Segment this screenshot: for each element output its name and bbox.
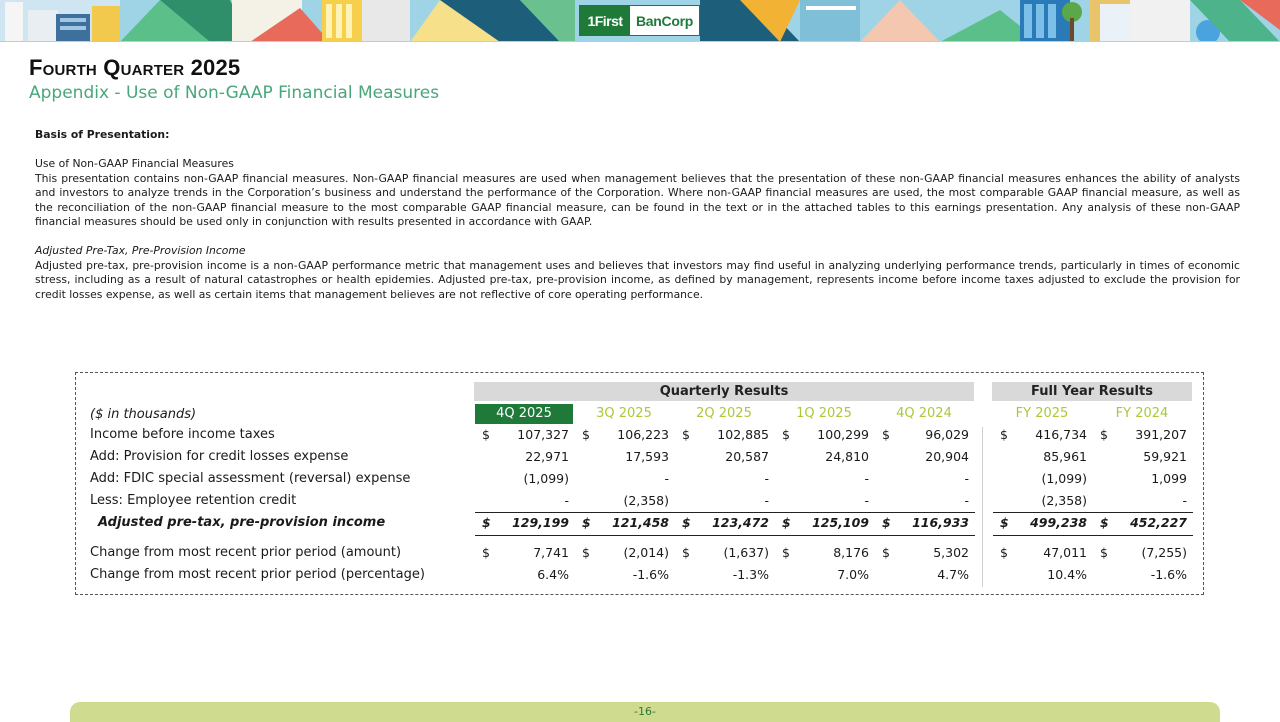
company-logo [579, 5, 700, 36]
table-cell: 20,904 [925, 449, 969, 464]
table-cell: (2,014) [623, 545, 669, 560]
table-cell: - [564, 493, 569, 508]
quarterly-results-header: Quarterly Results [474, 382, 974, 401]
table-cell: - [764, 493, 769, 508]
currency-symbol: $ [682, 515, 691, 530]
table-cell: (1,637) [723, 545, 769, 560]
row-label: Adjusted pre-tax, pre-provision income [98, 515, 386, 530]
table-cell: -1.3% [732, 567, 769, 582]
table-cell: -1.6% [1150, 567, 1187, 582]
currency-symbol: $ [782, 515, 791, 530]
table-cell: 47,011 [1043, 545, 1087, 560]
section-title-non-gaap: Use of Non-GAAP Financial Measures [35, 157, 234, 170]
table-cell: 416,734 [1035, 427, 1087, 442]
banner-divider [0, 41, 1280, 42]
header-banner [0, 0, 1280, 42]
row-label: Change from most recent prior period (percentage) [90, 567, 425, 582]
page-subtitle: Appendix - Use of Non-GAAP Financial Measures [29, 83, 440, 103]
units-label: ($ in thousands) [90, 407, 197, 422]
table-cell: 116,933 [912, 515, 969, 530]
table-cell: - [1182, 493, 1187, 508]
table-cell: 102,885 [717, 427, 769, 442]
currency-symbol: $ [882, 545, 890, 560]
table-cell: (7,255) [1141, 545, 1187, 560]
table-cell: 129,199 [512, 515, 569, 530]
currency-symbol: $ [482, 427, 490, 442]
full-year-results-header: Full Year Results [992, 382, 1192, 401]
currency-symbol: $ [782, 427, 790, 442]
row-label: Add: Provision for credit losses expense [90, 449, 349, 464]
section-title-pretax: Adjusted Pre-Tax, Pre-Provision Income [35, 244, 246, 257]
currency-symbol: $ [582, 515, 591, 530]
table-cell: 59,921 [1143, 449, 1187, 464]
footer-bar [70, 702, 1220, 722]
table-cell: 6.4% [537, 567, 569, 582]
table-cell: 100,299 [817, 427, 869, 442]
table-cell: - [664, 471, 669, 486]
table-cell: 121,458 [612, 515, 669, 530]
table-cell: 499,238 [1030, 515, 1087, 530]
section-text-pretax: Adjusted pre-tax, pre-provision income is a non-GAAP performance metric that management uses and believes that investors may find useful in analyzing underlying performance trends, particularly in times of economic stress, including as a result of natural catastrophes or health epidemies. Adjusted pre-tax, pre-provision income, as defined by management, represents income before income taxes adjusted to exclude the provision for credit losses expense, as well as certain items that management believes are not reflective of core operating performance. [35, 258, 1240, 301]
table-cell: 391,207 [1135, 427, 1187, 442]
row-label: Add: FDIC special assessment (reversal) expense [90, 471, 411, 486]
table-cell: (2,358) [1041, 493, 1087, 508]
row-label: Change from most recent prior period (amount) [90, 545, 402, 560]
logo-mark: 1First [580, 6, 630, 35]
currency-symbol: $ [582, 545, 590, 560]
table-cell: 1,099 [1151, 471, 1187, 486]
currency-symbol: $ [1000, 515, 1009, 530]
row-label: Less: Employee retention credit [90, 493, 297, 508]
page-number: -16- [634, 705, 656, 718]
column-header: 4Q 2025 [475, 404, 573, 424]
currency-symbol: $ [682, 427, 690, 442]
basis-of-presentation [35, 128, 1240, 302]
currency-symbol: $ [1100, 427, 1108, 442]
table-cell: 452,227 [1130, 515, 1187, 530]
table-cell: - [964, 493, 969, 508]
currency-symbol: $ [1000, 545, 1008, 560]
table-cell: 5,302 [933, 545, 969, 560]
table-cell: 125,109 [812, 515, 869, 530]
total-rule [993, 535, 1193, 536]
reconciliation-table [75, 372, 1204, 595]
page-title: Fourth Quarter 2025 [29, 55, 241, 80]
column-header: 3Q 2025 [596, 406, 652, 421]
row-label: Income before income taxes [90, 427, 275, 442]
currency-symbol: $ [882, 515, 891, 530]
table-cell: 20,587 [725, 449, 769, 464]
currency-symbol: $ [1100, 545, 1108, 560]
table-cell: 106,223 [617, 427, 669, 442]
currency-symbol: $ [582, 427, 590, 442]
table-cell: 7.0% [837, 567, 869, 582]
total-rule [475, 535, 975, 536]
table-cell: (1,099) [523, 471, 569, 486]
column-header: 1Q 2025 [796, 406, 852, 421]
table-cell: 85,961 [1043, 449, 1087, 464]
logo-wordmark: BanCorp [635, 12, 693, 29]
table-cell: - [964, 471, 969, 486]
currency-symbol: $ [782, 545, 790, 560]
table-cell: - [864, 493, 869, 508]
table-cell: 17,593 [625, 449, 669, 464]
currency-symbol: $ [1000, 427, 1008, 442]
column-header: 2Q 2025 [696, 406, 752, 421]
currency-symbol: $ [682, 545, 690, 560]
section-divider [982, 427, 983, 587]
table-cell: 7,741 [533, 545, 569, 560]
table-cell: - [764, 471, 769, 486]
currency-symbol: $ [482, 515, 491, 530]
table-cell: 96,029 [925, 427, 969, 442]
table-cell: 24,810 [825, 449, 869, 464]
column-header: FY 2025 [1015, 406, 1069, 421]
currency-symbol: $ [482, 545, 490, 560]
table-cell: 4.7% [937, 567, 969, 582]
column-header: FY 2024 [1115, 406, 1169, 421]
table-cell: 8,176 [833, 545, 869, 560]
table-cell: 123,472 [712, 515, 769, 530]
table-cell: 22,971 [525, 449, 569, 464]
basis-heading: Basis of Presentation: [35, 128, 170, 141]
currency-symbol: $ [882, 427, 890, 442]
column-header: 4Q 2024 [896, 406, 952, 421]
table-cell: - [864, 471, 869, 486]
currency-symbol: $ [1100, 515, 1109, 530]
total-rule [475, 512, 975, 513]
table-cell: (1,099) [1041, 471, 1087, 486]
section-text-non-gaap: This presentation contains non-GAAP financial measures. Non-GAAP financial measures are used when management believes that the presentation of these non-GAAP financial measures enhances the ability of analysts and investors to analyze trends in the Corporation’s business and understand the performance of the Corporation. Where non-GAAP financial measures are used, the most comparable GAAP financial measure, as well as the reconciliation of the non-GAAP financial measure to the most comparable GAAP financial measure, can be found in the text or in the attached tables to this earnings presentation. Any analysis of these non-GAAP financial measures should be used only in conjunction with results presented in accordance with GAAP. [35, 171, 1240, 228]
table-cell: 107,327 [517, 427, 569, 442]
table-cell: (2,358) [623, 493, 669, 508]
total-rule [993, 512, 1193, 513]
table-cell: 10.4% [1047, 567, 1087, 582]
table-cell: -1.6% [632, 567, 669, 582]
